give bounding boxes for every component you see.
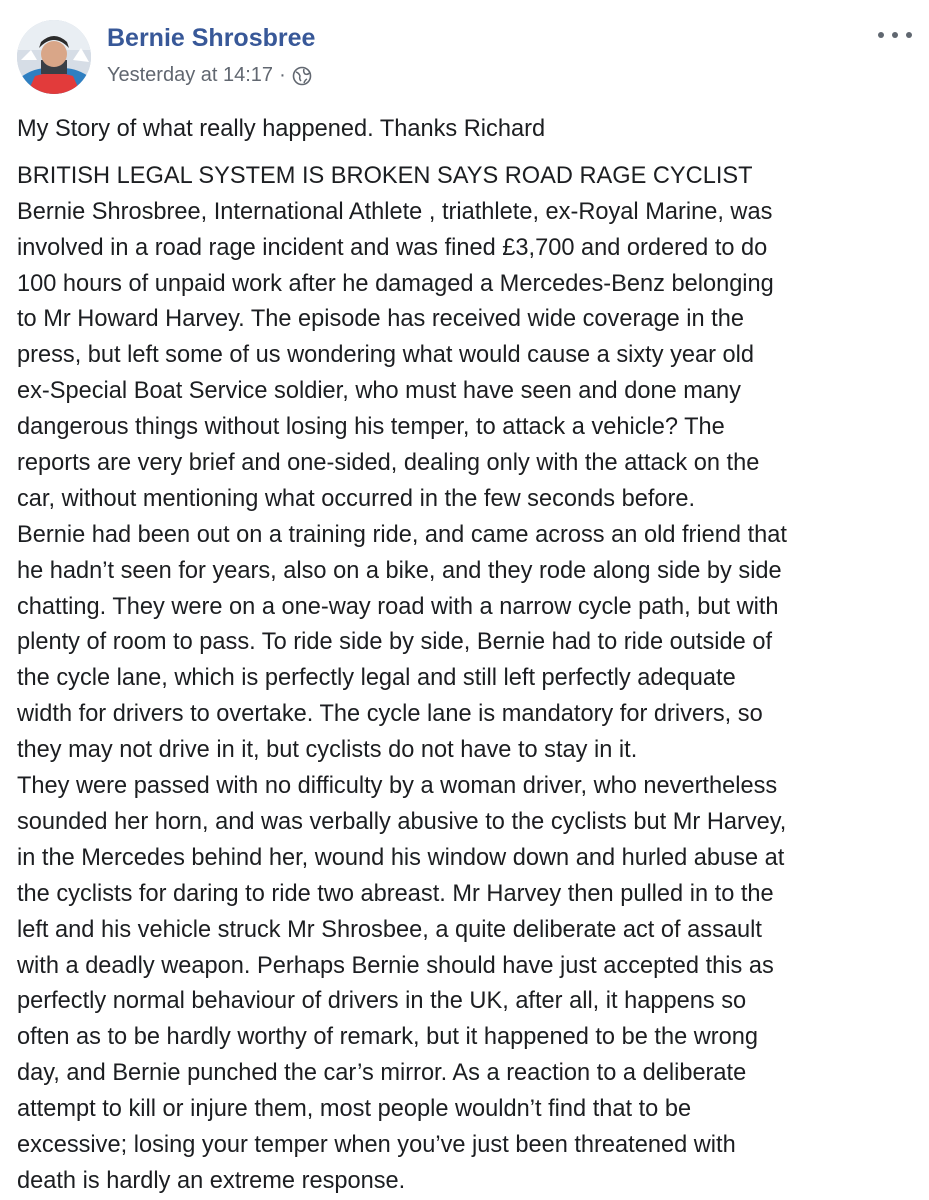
author-name[interactable]: Bernie Shrosbree [107, 24, 316, 52]
body-line: BRITISH LEGAL SYSTEM IS BROKEN SAYS ROAD RAGE CYCLIST [17, 162, 753, 189]
more-dot [906, 32, 912, 38]
post-meta [107, 64, 312, 87]
body-line: car, without mentioning what occurred in the few seconds before. [17, 485, 696, 512]
more-dot [878, 32, 884, 38]
body-line: chatting. They were on a one-way road with a narrow cycle path, but with [17, 593, 779, 620]
body-line: they may not drive in it, but cyclists do not have to stay in it. [17, 737, 638, 764]
body-line: in the Mercedes behind her, wound his window down and hurled abuse at [17, 844, 785, 871]
meta-separator: · [279, 64, 286, 86]
body-line: excessive; losing your temper when you’ve just been threatened with [17, 1131, 736, 1158]
body-line: reports are very brief and one-sided, dealing only with the attack on the [17, 450, 760, 477]
body-line: day, and Bernie punched the car’s mirror. As a reaction to a deliberate [17, 1060, 747, 1087]
more-options-icon[interactable] [878, 28, 912, 42]
body-line: plenty of room to pass. To ride side by side, Bernie had to ride outside of [17, 629, 772, 656]
body-line: Bernie Shrosbree, International Athlete , triathlete, ex-Royal Marine, was [17, 198, 773, 225]
body-line: with a deadly weapon. Perhaps Bernie should have just accepted this as [17, 952, 774, 979]
body-line: Bernie had been out on a training ride, and came across an old friend that [17, 521, 787, 548]
post-timestamp[interactable]: Yesterday at 14:17 [107, 64, 274, 86]
body-line: press, but left some of us wondering what would cause a sixty year old [17, 342, 755, 369]
body-line: he hadn’t seen for years, also on a bike, and they rode along side by side [17, 557, 782, 584]
body-line: ex-Special Boat Service soldier, who must have seen and done many [17, 378, 741, 405]
globe-icon[interactable] [292, 66, 312, 86]
avatar[interactable] [17, 20, 91, 94]
body-line: width for drivers to overtake. The cycle lane is mandatory for drivers, so [17, 701, 763, 728]
body-line: dangerous things without losing his temper, to attack a vehicle? The [17, 414, 725, 441]
body-line: involved in a road rage incident and was fined £3,700 and ordered to do [17, 234, 768, 261]
body-line: death is hardly an extreme response. [17, 1167, 406, 1194]
body-line: They were passed with no difficulty by a woman driver, who nevertheless [17, 773, 778, 800]
body-line: often as to be hardly worthy of remark, but it happened to be the wrong [17, 1024, 759, 1051]
post-intro: My Story of what really happened. Thanks Richard [17, 116, 546, 142]
post-body [17, 159, 917, 1200]
body-line: to Mr Howard Harvey. The episode has received wide coverage in the [17, 306, 744, 333]
body-line: attempt to kill or injure them, most people wouldn’t find that to be [17, 1096, 692, 1123]
body-line: the cyclists for daring to ride two abreast. Mr Harvey then pulled in to the [17, 880, 774, 907]
more-dot [892, 32, 898, 38]
body-line: left and his vehicle struck Mr Shrosbee, a quite deliberate act of assault [17, 916, 762, 943]
body-line: the cycle lane, which is perfectly legal and still left perfectly adequate [17, 665, 736, 692]
body-line: perfectly normal behaviour of drivers in the UK, after all, it happens so [17, 988, 747, 1015]
avatar-image [17, 20, 91, 94]
post-content [17, 112, 917, 1200]
body-line: sounded her horn, and was verbally abusive to the cyclists but Mr Harvey, [17, 808, 787, 835]
post-header [17, 20, 912, 96]
body-line: 100 hours of unpaid work after he damaged a Mercedes-Benz belonging [17, 270, 774, 297]
